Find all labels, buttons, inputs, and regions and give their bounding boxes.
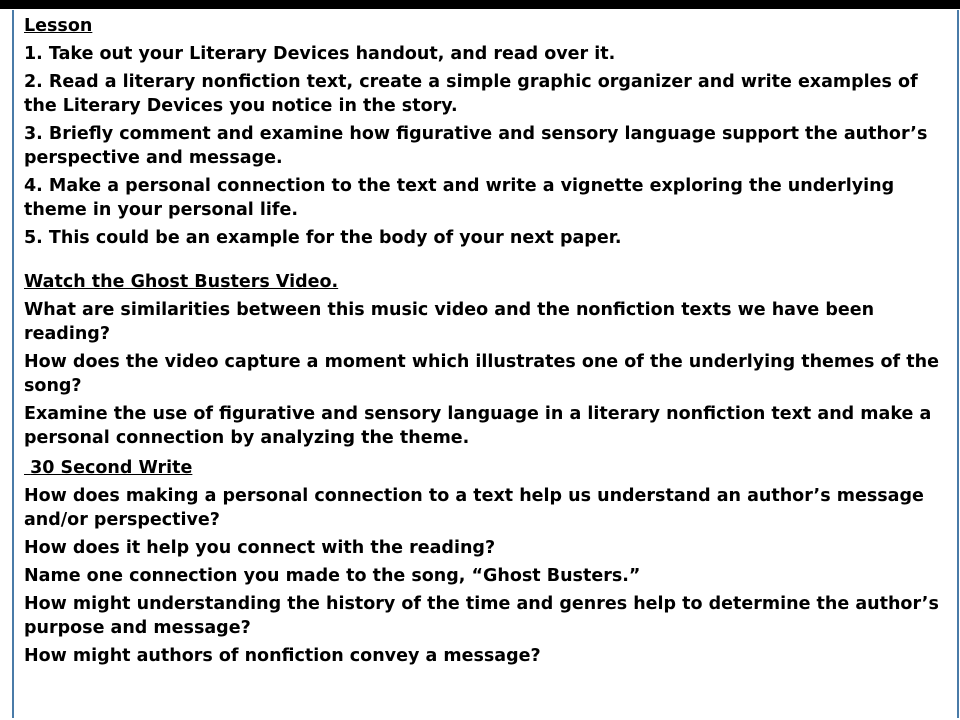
video-question-3: Examine the use of figurative and sensory language in a literary nonfiction text and make a personal connection by analyzing the theme. <box>24 404 938 448</box>
lesson-step-4: 4. Make a personal connection to the text and write a vignette exploring the underlying theme in your personal life. <box>24 176 901 220</box>
video-question-2: How does the video capture a moment which illustrates one of the underlying themes of the song? <box>24 352 946 396</box>
lesson-step-1: 1. Take out your Literary Devices handout, and read over it. <box>24 44 616 64</box>
write-question-2: How does it help you connect with the reading? <box>24 538 496 558</box>
video-heading: Watch the Ghost Busters Video. <box>24 272 339 292</box>
video-question-1: What are similarities between this music video and the nonfiction texts we have been reading? <box>24 300 881 344</box>
lesson-step-5: 5. This could be an example for the body of your next paper. <box>24 228 622 248</box>
lesson-heading: Lesson <box>24 16 93 36</box>
write-question-1: How does making a personal connection to a text help us understand an author’s message and/or perspective? <box>24 486 930 530</box>
top-bar <box>0 0 960 9</box>
slide-content <box>24 14 956 668</box>
write-question-3: Name one connection you made to the song, “Ghost Busters.” <box>24 566 641 586</box>
write-heading: 30 Second Write <box>24 458 193 478</box>
write-question-4: How might understanding the history of the time and genres help to determine the author’s purpose and message? <box>24 594 945 638</box>
lesson-step-2: 2. Read a literary nonfiction text, create a simple graphic organizer and write examples of the Literary Devices you notice in the story. <box>24 72 924 116</box>
write-question-5: How might authors of nonfiction convey a message? <box>24 646 541 666</box>
lesson-step-3: 3. Briefly comment and examine how figurative and sensory language support the author’s perspective and message. <box>24 124 934 168</box>
